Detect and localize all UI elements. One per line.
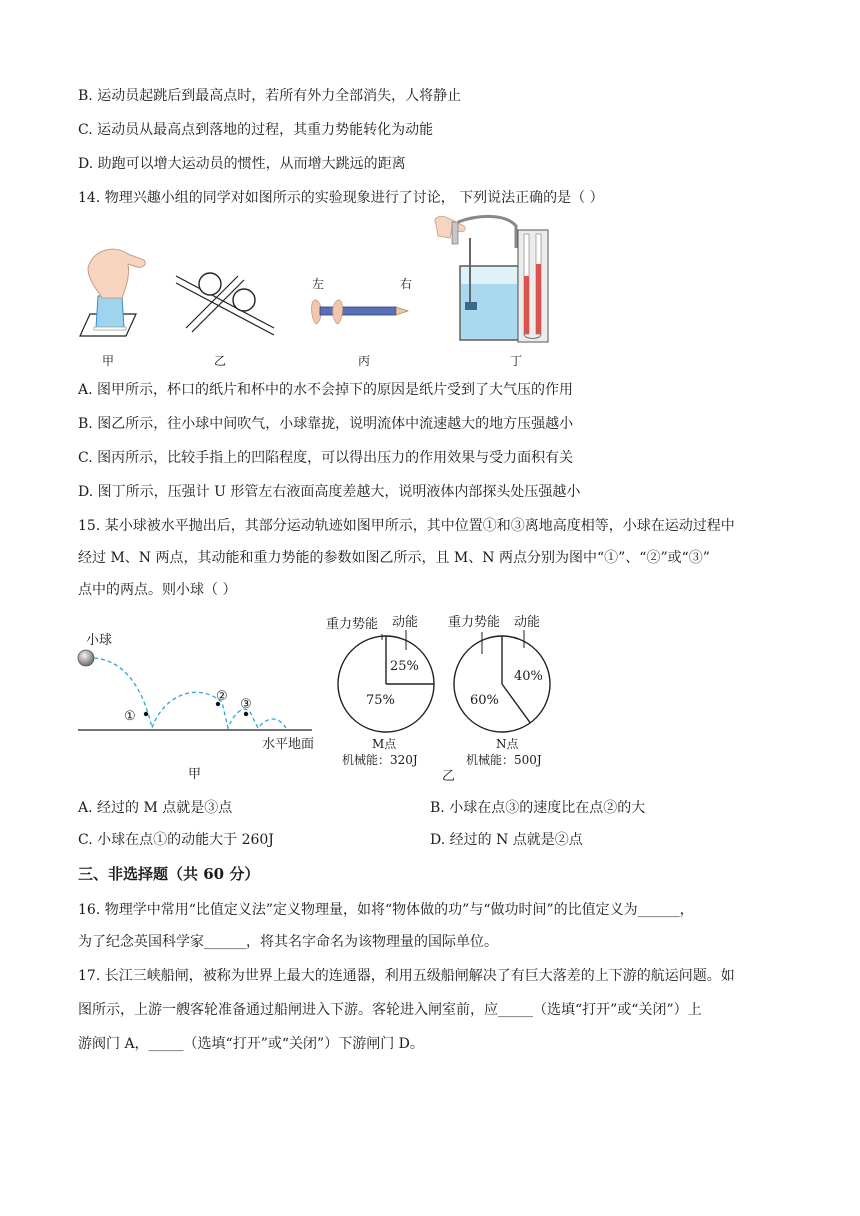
bing-left-label: 左 [312, 277, 325, 291]
ball [78, 650, 94, 666]
q17-line1: 17. 长江三峡船闸，被称为世界上最大的连通器，利用五级船闸解决了有巨大落差的上下游的航运问题。如 [78, 968, 735, 984]
q15-caption-jia: 甲 [188, 767, 202, 782]
pie-m-ke-label: 动能 [392, 615, 419, 630]
q14-option-c: C. 图丙所示，比较手指上的凹陷程度，可以得出压力的作用效果与受力面积有关 [78, 450, 574, 466]
point-1-label: ① [124, 709, 136, 724]
q15-option-d: D. 经过的 N 点就是②点 [430, 832, 583, 848]
q15-stem-line1: 15. 某小球被水平抛出后，其部分运动轨迹如图甲所示，其中位置①和③离地高度相等，小球在运动过程中 [78, 518, 735, 534]
q14-option-d: D. 图丁所示，压强计 U 形管左右液面高度差越大，说明液体内部探头处压强越小 [78, 484, 581, 500]
pie-m-gp-pct: 75% [366, 693, 395, 708]
q14-stem: 14. 物理兴趣小组的同学对如图所示的实验现象进行了讨论， 下列说法正确的是（ ） [78, 190, 604, 206]
ball-label: 小球 [86, 633, 113, 648]
pie-n-ke-pct: 40% [514, 669, 543, 684]
pie-n-gp-label: 重力势能 [448, 615, 501, 630]
q17-line2: 图所示，上游一艘客轮准备通过船闸进入下游。客轮进入闸室前，应_____（选填“打开”或“关闭”）上 [78, 1002, 702, 1018]
point-3-label: ③ [240, 697, 252, 712]
q15-trajectory-figure [72, 624, 332, 754]
q13-option-d: D. 助跑可以增大运动员的惯性，从而增大跳远的距离 [78, 156, 406, 172]
q14-figure-bing-right [300, 228, 413, 348]
q15-option-b: B. 小球在点③的速度比在点②的大 [430, 800, 646, 816]
pie-n-point-label: N点 [496, 737, 519, 751]
q15-option-a: A. 经过的 M 点就是③点 [78, 800, 233, 816]
pie-n-energy-label: 机械能：500J [466, 753, 542, 767]
q15-stem-line2: 经过 M、N 两点，其动能和重力势能的参数如图乙所示，且 M、N 两点分别为图中“①”、“②”或“③” [78, 550, 710, 566]
trajectory-path [94, 658, 286, 728]
q13-option-c: C. 运动员从最高点到落地的过程，其重力势能转化为动能 [78, 122, 434, 138]
q15-stem-line3: 点中的两点。则小球（ ） [78, 582, 237, 598]
q14-option-a: A. 图甲所示，杯口的纸片和杯中的水不会掉下的原因是纸片受到了大气压的作用 [78, 382, 574, 398]
pie-m-gp-label: 重力势能 [326, 617, 379, 632]
point-3-dot [244, 712, 248, 716]
ground-label: 水平地面 [262, 737, 315, 752]
q16-line1: 16. 物理学中常用“比值定义法”定义物理量，如将“物体做的功”与“做功时间”的比值定义为______， [78, 902, 694, 918]
pie-m-ke-pct: 25% [390, 659, 419, 674]
q15-pie-figure [312, 608, 572, 768]
q15-option-c: C. 小球在点①的动能大于 260J [78, 832, 274, 848]
q14-caption-yi: 乙 [214, 354, 227, 368]
q14-caption-ding: 丁 [510, 354, 523, 368]
q17-line3: 游阀门 A，_____（选填“打开”或“关闭”）下游闸门 D。 [78, 1036, 424, 1052]
q15-caption-yi: 乙 [442, 769, 456, 784]
q16-line2: 为了纪念英国科学家______，将其名字命名为该物理量的国际单位。 [78, 934, 498, 950]
q13-option-b: B. 运动员起跳后到最高点时，若所有外力全部消失，人将静止 [78, 88, 462, 104]
point-1-dot [144, 712, 148, 716]
ding-pressure-gauge-figure [420, 214, 560, 348]
q14-caption-jia: 甲 [102, 354, 115, 368]
yi-balls-figure [176, 273, 274, 335]
pie-n-gp-pct: 60% [470, 693, 499, 708]
pie-m-point-label: M点 [372, 737, 397, 751]
q14-caption-bing: 丙 [358, 354, 371, 368]
bing-right-label: 右 [400, 277, 413, 291]
pie-n-ke-label: 动能 [514, 615, 541, 630]
jia-cup-figure [80, 249, 145, 336]
pie-m-energy-label: 机械能：320J [342, 753, 418, 767]
q14-option-b: B. 图乙所示，往小球中间吹气，小球靠拢，说明流体中流速越大的地方压强越小 [78, 416, 574, 432]
section-3-title: 三、非选择题（共 60 分） [78, 865, 260, 883]
point-2-label: ② [216, 689, 228, 704]
